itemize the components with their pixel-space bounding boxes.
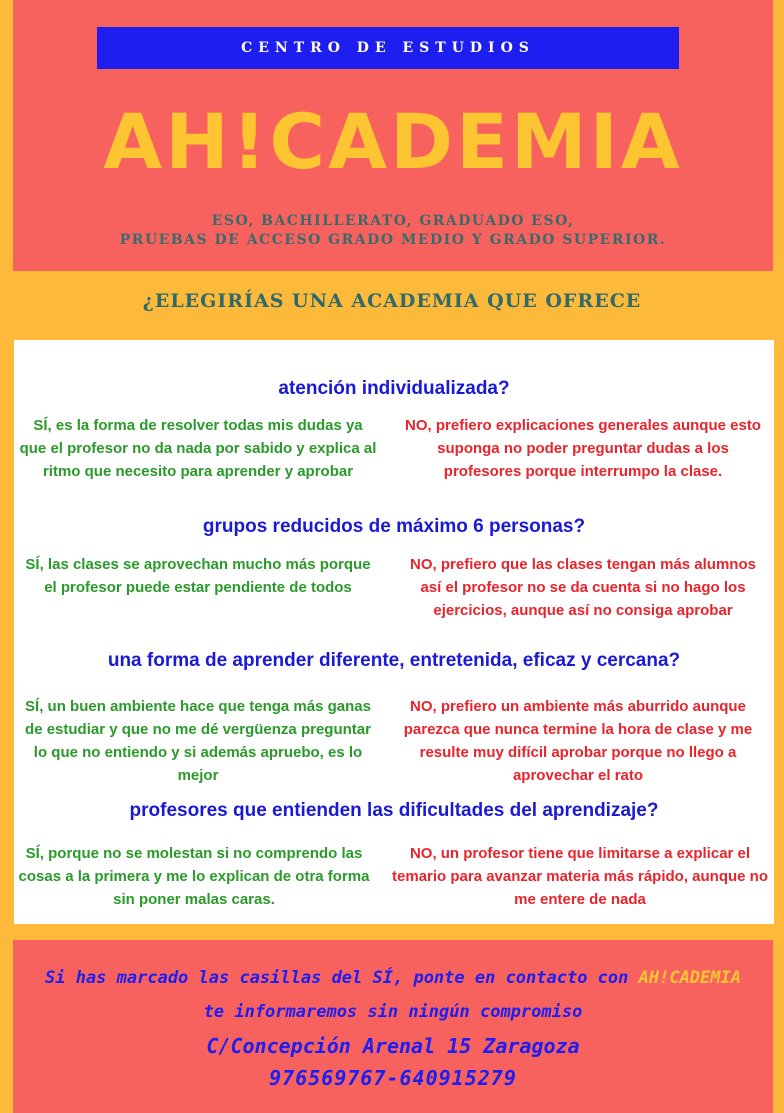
brand-logo: AH!CADEMIA	[103, 97, 683, 186]
yes-answer-1: SÍ, es la forma de resolver todas mis dudas ya que el profesor no da nada por sabido y explica al ritmo que necesito para aprender y aprobar	[19, 417, 377, 480]
question-title-3: una forma de aprender diferente, entretenida, eficaz y cercana?	[107, 650, 681, 671]
questions-panel	[14, 340, 774, 924]
main-question: ¿ELEGIRÍAS UNA ACADEMIA QUE OFRECE	[142, 290, 642, 312]
centro-banner: CENTRO DE ESTUDIOS	[97, 27, 679, 69]
contact-brand: AH!CADEMIA	[638, 968, 741, 988]
contact-line-1	[13, 968, 773, 988]
contact-panel	[13, 940, 773, 1113]
question-title-2: grupos reducidos de máximo 6 personas?	[202, 516, 586, 537]
no-answer-2: NO, prefiero que las clases tengan más alumnos así el profesor no se da cuenta si no hago los ejercicios, aunque así no consiga aprobar	[410, 556, 756, 619]
levels-line-2: PRUEBAS DE ACCESO GRADO MEDIO Y GRADO SUPERIOR.	[119, 232, 667, 248]
question-title-1: atención individualizada?	[278, 378, 510, 399]
yes-answer-2: SÍ, las clases se aprovechan mucho más porque el profesor puede estar pendiente de todos	[25, 556, 371, 596]
levels-text	[13, 212, 773, 250]
contact-phones: 976569767-640915279	[269, 1066, 517, 1090]
contact-line-2: te informaremos sin ningún compromiso	[203, 1002, 583, 1022]
contact-address: C/Concepción Arenal 15 Zaragoza	[206, 1034, 580, 1058]
no-answer-1: NO, prefiero explicaciones generales aunque esto suponga no poder preguntar dudas a los profesores porque interrumpo la clase.	[405, 417, 761, 480]
yes-answer-3: SÍ, un buen ambiente hace que tenga más ganas de estudiar y que no me dé vergüenza preguntar lo que no entiendo y si además apruebo, es lo mejor	[25, 698, 371, 784]
levels-line-1: ESO, BACHILLERATO, GRADUADO ESO,	[211, 213, 575, 229]
contact-prefix: Si has marcado las casillas del SÍ, ponte en contacto con	[45, 968, 639, 988]
no-answer-4: NO, un profesor tiene que limitarse a explicar el temario para avanzar materia más rápido, aunque no me entere de nada	[392, 845, 768, 908]
question-title-4: profesores que entienden las dificultades del aprendizaje?	[129, 800, 659, 821]
yes-answer-4: SÍ, porque no se molestan si no comprendo las cosas a la primera y me lo explican de otra forma sin poner malas caras.	[18, 845, 370, 908]
no-answer-3: NO, prefiero un ambiente más aburrido aunque parezca que nunca termine la hora de clase y me resulte muy difícil aprobar porque no llego a aprovechar el rato	[403, 698, 753, 784]
